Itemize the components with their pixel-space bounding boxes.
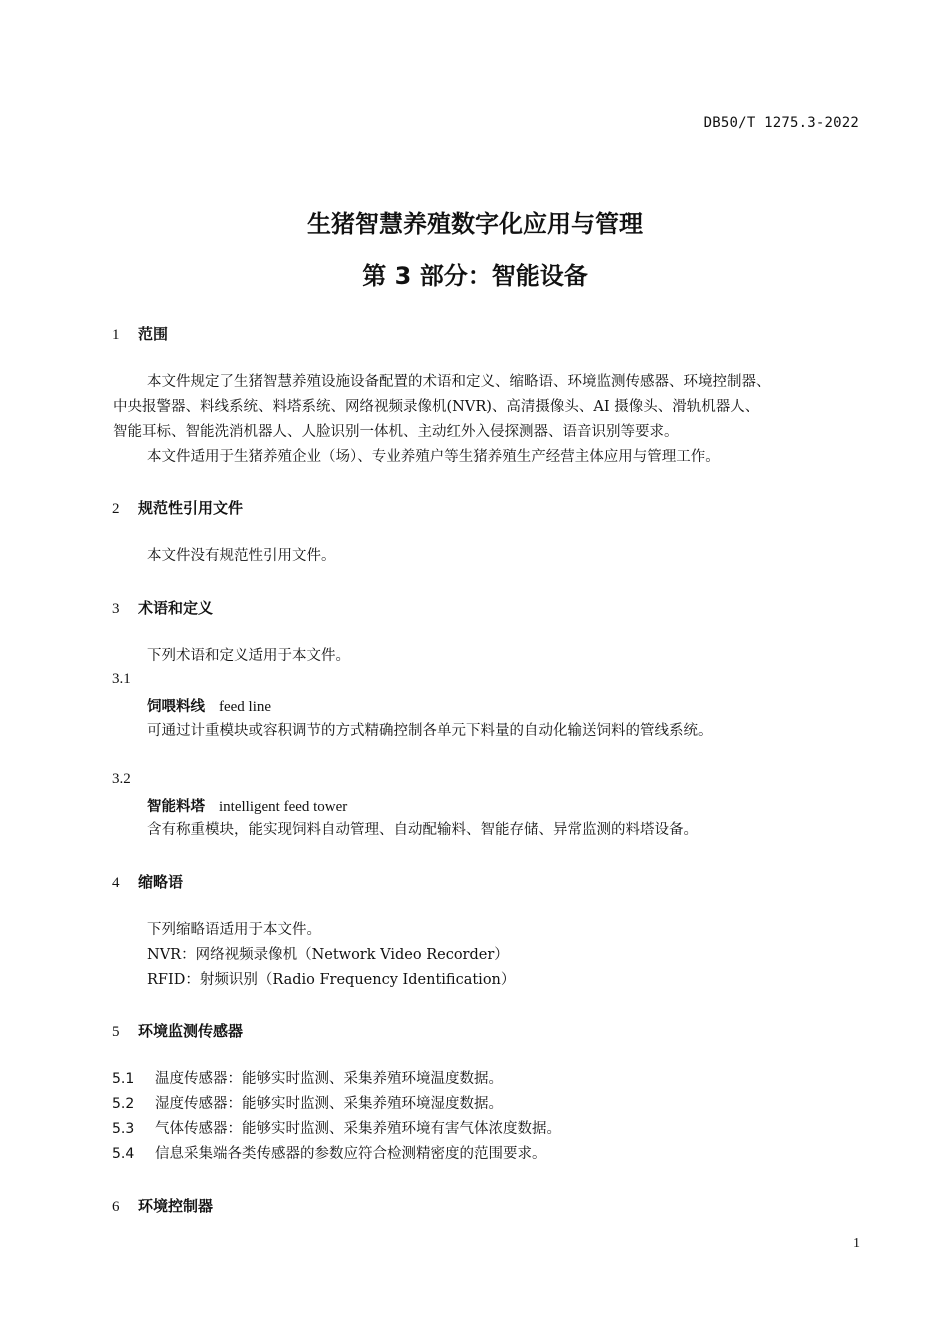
abbreviation-rfid: RFID：射频识别（Radio Frequency Identification）	[147, 972, 516, 988]
section-4-heading: 4 缩略语	[112, 873, 184, 891]
section-2-heading: 2 规范性引用文件	[112, 499, 244, 517]
term-3-1-definition: 可通过计重模块或容积调节的方式精确控制各单元下料量的自动化输送饲料的管线系统。	[147, 723, 713, 739]
abbreviation-nvr: NVR：网络视频录像机（Network Video Recorder）	[147, 947, 509, 963]
term-3-2-number: 3.2	[112, 771, 131, 787]
document-subtitle: 第 3 部分：智能设备	[362, 262, 588, 290]
section-5-heading: 5 环境监测传感器	[112, 1022, 244, 1040]
section-1-heading: 1 范围	[112, 325, 169, 343]
section-1-paragraph-line: 中央报警器、料线系统、料塔系统、网络视频录像机(NVR)、高清摄像头、AI 摄像头、滑轨机器人、	[113, 399, 760, 415]
list-item: 5.4 信息采集端各类传感器的参数应符合检测精密度的范围要求。	[112, 1146, 547, 1162]
term-3-2-definition: 含有称重模块，能实现饲料自动管理、自动配输料、智能存储、异常监测的料塔设备。	[147, 822, 698, 838]
term-3-1: 饲喂料线 feed line	[147, 699, 272, 715]
section-1-paragraph-line: 本文件规定了生猪智慧养殖设施设备配置的术语和定义、缩略语、环境监测传感器、环境控制器、	[147, 374, 771, 390]
section-4-intro: 下列缩略语适用于本文件。	[147, 922, 321, 938]
page-number: 1	[853, 1236, 860, 1251]
section-1-paragraph: 本文件适用于生猪养殖企业（场）、专业养殖户等生猪养殖生产经营主体应用与管理工作。	[147, 449, 720, 465]
section-2-paragraph: 本文件没有规范性引用文件。	[147, 548, 336, 564]
list-item: 5.2 湿度传感器：能够实时监测、采集养殖环境湿度数据。	[112, 1096, 503, 1112]
term-3-1-number: 3.1	[112, 671, 131, 687]
section-6-heading: 6 环境控制器	[112, 1197, 214, 1215]
list-item: 5.1 温度传感器：能够实时监测、采集养殖环境温度数据。	[112, 1071, 503, 1087]
section-1-paragraph-line: 智能耳标、智能洗消机器人、人脸识别一体机、主动红外入侵探测器、语音识别等要求。	[113, 424, 679, 440]
section-3-intro: 下列术语和定义适用于本文件。	[147, 648, 350, 664]
section-3-heading: 3 术语和定义	[112, 599, 214, 617]
term-3-2: 智能料塔 intelligent feed tower	[147, 799, 348, 815]
list-item: 5.3 气体传感器：能够实时监测、采集养殖环境有害气体浓度数据。	[112, 1121, 561, 1137]
document-title: 生猪智慧养殖数字化应用与管理	[307, 210, 643, 238]
document-number: DB50/T 1275.3-2022	[703, 115, 859, 131]
